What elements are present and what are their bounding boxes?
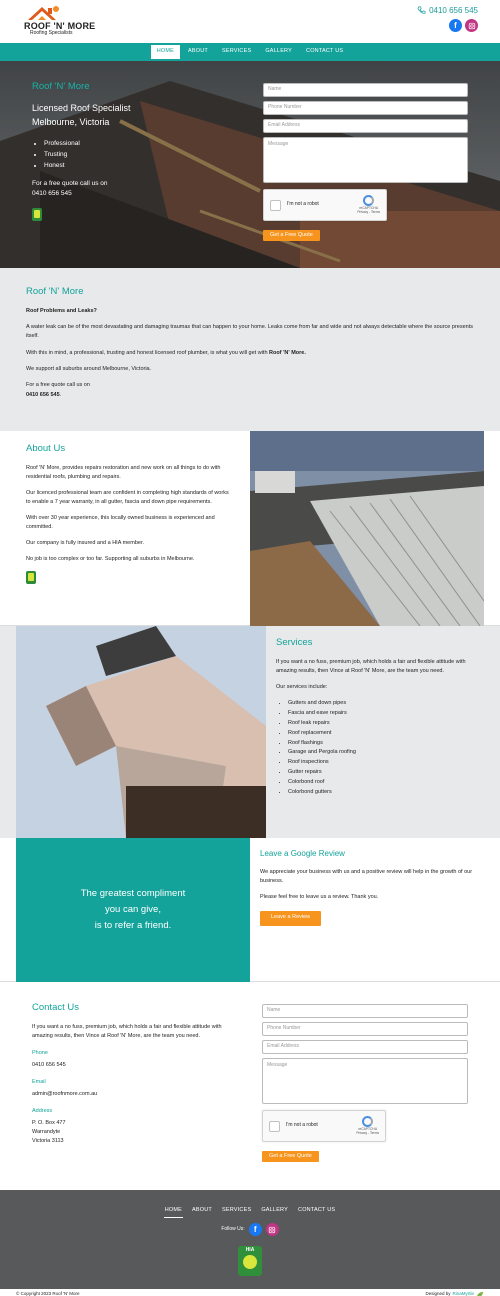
intro-section (0, 268, 500, 431)
intro-brand: Roof 'N' More. (269, 349, 306, 356)
intro-heading: Roof Problems and Leaks? (26, 307, 97, 314)
list-item: • Honest (44, 160, 232, 171)
phone-field[interactable]: Phone Number (262, 1022, 468, 1036)
logo[interactable] (24, 5, 94, 37)
list-item: • Gutter repairs (288, 768, 482, 778)
intro-paragraph (26, 349, 474, 358)
hero-call-phone[interactable]: 0410 656 545 (32, 189, 72, 197)
hia-badge-text: HIA (245, 1247, 255, 1253)
email-field[interactable]: Email Address (263, 119, 468, 133)
copyright-text: © Copyright 2023 Roof 'N' More (16, 1291, 80, 1296)
intro-call-text: For a free quote call us on (26, 382, 90, 389)
services-title: Services (276, 637, 313, 648)
phone-icon (417, 6, 426, 15)
name-field[interactable]: Name (262, 1004, 468, 1018)
about-paragraph: No job is too complex or too far. Supporting all suburbs in Melbourne. (26, 556, 195, 563)
services-include-label: Our services include: (276, 683, 328, 690)
recaptcha-brand: reCAPTCHA (359, 206, 379, 211)
header-phone-number: 0410 656 545 (429, 6, 478, 15)
designer-credit (425, 1291, 484, 1296)
recaptcha-label: I'm not a robot (286, 1122, 318, 1129)
designer-link[interactable]: RinaMyrtle (452, 1291, 474, 1296)
list-item: • Roof replacement (288, 729, 482, 739)
instagram-icon[interactable] (465, 19, 478, 32)
site-header (0, 0, 500, 43)
about-paragraph: Our licenced professional team are confident in completing high standards of works to enable a 7 year warranty, in all gutter, fascia and down pipe requirements. (26, 489, 229, 505)
recaptcha-icon (362, 1116, 373, 1127)
address-line: P. O. Box 477 (32, 1119, 66, 1126)
message-field[interactable]: Message (263, 137, 468, 183)
quote-line-1: The greatest compliment (80, 887, 186, 899)
list-item: • Fascia and eave repairs (288, 709, 482, 719)
contact-title: Contact Us (32, 1002, 79, 1013)
quote-line-3: is to refer a friend. (94, 920, 172, 932)
contact-email[interactable]: admin@roofnmore.com.au (32, 1090, 98, 1097)
footer-nav-contact[interactable]: CONTACT US (298, 1207, 336, 1213)
intro-paragraph (26, 381, 474, 400)
facebook-icon[interactable]: f (449, 19, 462, 32)
list-item: • Colorbond roof (288, 778, 482, 788)
hero-subtitle-line-2: Melbourne, Victoria (32, 116, 110, 127)
list-item: • Gutters and down pipes (288, 699, 482, 709)
contact-section (0, 982, 500, 1190)
recaptcha-logo (356, 1116, 379, 1136)
email-label: Email (32, 1078, 46, 1085)
about-title: About Us (26, 443, 66, 454)
services-text (266, 626, 500, 838)
list-item: • Professional (44, 138, 232, 149)
leaf-icon (476, 1291, 484, 1296)
list-item: • Roof leak repairs (288, 719, 482, 729)
nav-services[interactable]: SERVICES (222, 48, 252, 55)
services-intro: If you want a no fuss, premium job, which holds a fair and flexible attitude with amazing results, then Vince at Roof 'N' More, are the team you need. (276, 658, 466, 674)
intro-paragraph: We support all suburbs around Melbourne, Victoria. (26, 366, 152, 373)
hia-logo-icon (32, 208, 42, 221)
hero-text (32, 80, 232, 221)
contact-info (32, 1001, 232, 1146)
referral-quote (16, 838, 250, 982)
address-label: Address (32, 1107, 53, 1114)
list-item: • Colorbond gutters (288, 788, 482, 798)
hero-subtitle (32, 102, 232, 130)
about-image (250, 431, 484, 626)
designed-by-label: Designed by (425, 1291, 451, 1296)
contact-intro: If you want a no fuss, premium job, which holds a fair and flexible attitude with amazing results, then Vince at Roof 'N' More, are the team you need. (32, 1023, 222, 1039)
recaptcha-label: I'm not a robot (287, 201, 319, 208)
list-item: • Roof inspections (288, 758, 482, 768)
services-list (276, 699, 482, 798)
nav-contact[interactable]: CONTACT US (306, 48, 344, 55)
phone-label: Phone (32, 1049, 48, 1056)
contact-address (32, 1119, 232, 1146)
services-section (0, 626, 500, 838)
header-social (449, 19, 478, 32)
hero-values-list (32, 138, 232, 171)
address-line: Warrandyte (32, 1128, 61, 1135)
instagram-icon[interactable] (266, 1223, 279, 1236)
site-footer (0, 1190, 500, 1289)
recaptcha-checkbox[interactable] (269, 1121, 280, 1132)
review-text (250, 838, 500, 981)
intro-text: With this in mind, a professional, trusting and honest licensed roof plumber, is what you will get with (26, 349, 270, 356)
copyright-bar (0, 1289, 500, 1296)
recaptcha (263, 189, 387, 221)
nav-gallery[interactable]: GALLERY (265, 48, 293, 55)
hia-badge-mark (243, 1255, 257, 1269)
hero-title: Roof 'N' More (32, 81, 90, 92)
contact-form (262, 1004, 468, 1162)
footer-follow (0, 1223, 500, 1236)
name-field[interactable]: Name (263, 83, 468, 97)
contact-phone[interactable]: 0410 656 545 (32, 1061, 66, 1068)
list-item: • Roof flashings (288, 739, 482, 749)
logo-tagline: Roofing Specialists (30, 30, 73, 36)
main-nav (0, 43, 500, 61)
review-section (0, 838, 500, 982)
about-paragraph: Our company is fully insured and a HIA member. (26, 540, 144, 547)
nav-home[interactable]: HOME (151, 45, 180, 59)
review-paragraph: We appreciate your business with us and a positive review will help in the growth of our business. (260, 868, 473, 884)
footer-nav-gallery[interactable]: GALLERY (261, 1207, 289, 1213)
intro-title: Roof 'N' More (26, 286, 84, 297)
list-item: • Trusting (44, 149, 232, 160)
about-paragraph: With over 30 year experience, this locally owned business is experienced and committed. (26, 515, 215, 531)
logo-name: ROOF 'N' MORE (24, 21, 96, 31)
hero-subtitle-line-1: Licensed Roof Specialist (32, 102, 131, 113)
about-paragraph: Roof 'N' More, provides repairs restoration and new work on all things to do with residential roofs, plumbing and repairs. (26, 464, 221, 480)
review-paragraph: Please feel free to leave us a review. Thank you. (260, 893, 379, 900)
recaptcha-terms[interactable]: Privacy - Terms (357, 210, 380, 214)
recaptcha (262, 1110, 386, 1142)
review-title: Leave a Google Review (260, 849, 345, 858)
services-image (16, 626, 266, 838)
email-field[interactable]: Email Address (262, 1040, 468, 1054)
intro-phone-end: . (59, 391, 62, 398)
leave-review-button[interactable]: Leave a Review (260, 911, 321, 926)
recaptcha-checkbox[interactable] (270, 200, 281, 211)
hia-logo-icon (26, 571, 36, 584)
get-quote-button[interactable]: Get a Free Quote (263, 230, 320, 241)
facebook-icon[interactable]: f (249, 1223, 262, 1236)
list-item: • Garage and Pergola roofing (288, 748, 482, 758)
follow-label: Follow Us: (221, 1225, 245, 1232)
message-field[interactable]: Message (262, 1058, 468, 1104)
recaptcha-icon (363, 195, 374, 206)
recaptcha-terms[interactable]: Privacy - Terms (356, 1131, 379, 1135)
intro-paragraph: A water leak can be of the most devastating and damaging traumas that can happen to your home. Leaks come from far and wide and not always detectable where the source presents itself. (26, 324, 473, 340)
recaptcha-logo (357, 195, 380, 215)
hero-section (0, 61, 500, 268)
about-text (0, 431, 250, 625)
phone-field[interactable]: Phone Number (263, 101, 468, 115)
hero-call (32, 179, 232, 199)
footer-nav (0, 1205, 500, 1218)
footer-nav-about[interactable]: ABOUT (192, 1207, 212, 1213)
recaptcha-brand: reCAPTCHA (358, 1127, 378, 1132)
hia-badge-icon (238, 1246, 262, 1276)
footer-nav-home[interactable]: HOME (164, 1205, 183, 1218)
hero-call-text: For a free quote call us on (32, 179, 108, 187)
header-phone[interactable] (417, 5, 478, 17)
quote-form (263, 83, 468, 241)
about-section (0, 431, 500, 626)
nav-about[interactable]: ABOUT (188, 48, 208, 55)
intro-phone[interactable]: 0410 656 545 (26, 391, 60, 398)
address-line: Victoria 3113 (32, 1138, 64, 1145)
footer-nav-services[interactable]: SERVICES (222, 1207, 252, 1213)
get-quote-button[interactable]: Get a Free Quote (262, 1151, 319, 1162)
quote-line-2: you can give, (105, 903, 161, 915)
